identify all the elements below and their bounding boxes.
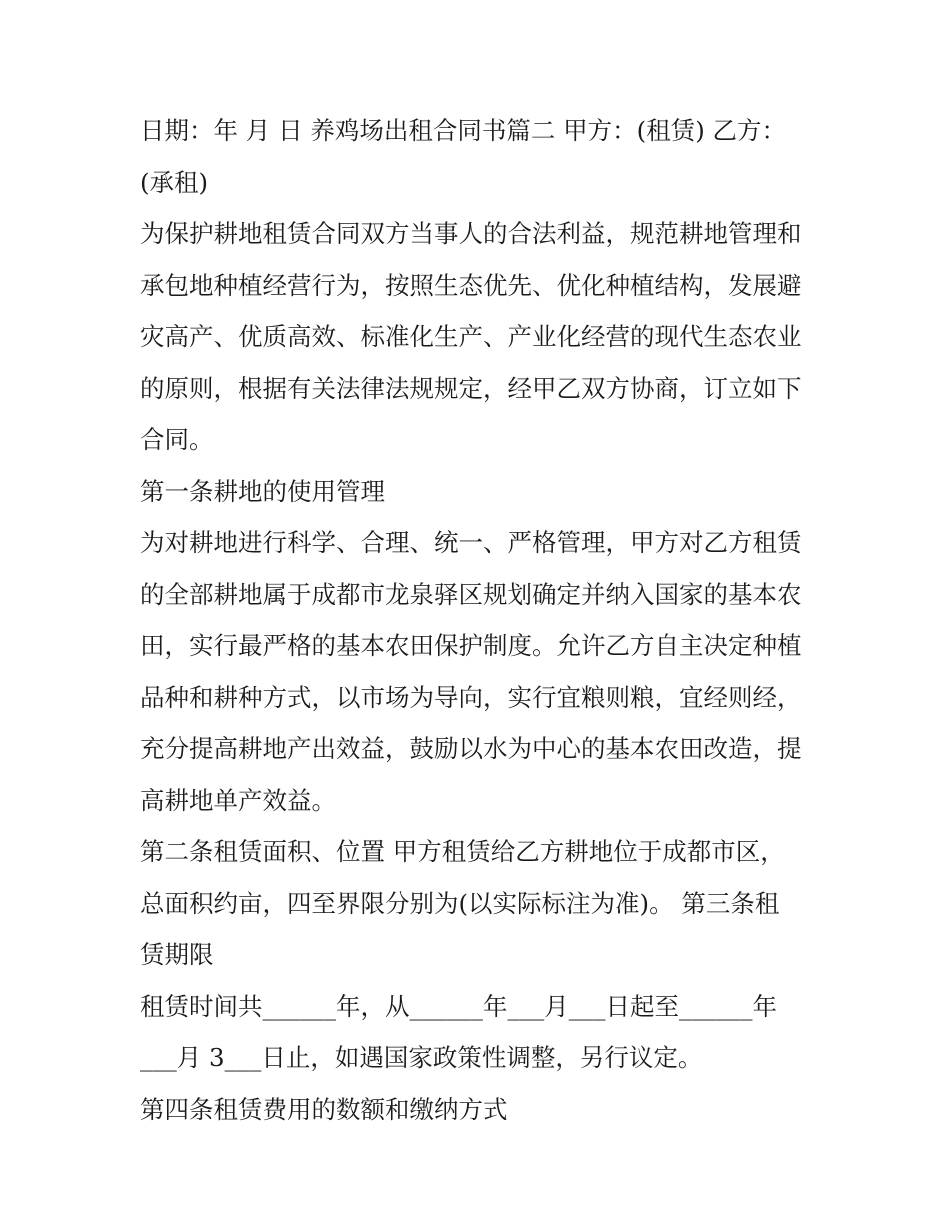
text-line: 的原则，根据有关法律法规规定，经甲乙双方协商，订立如下 [140,373,802,403]
text-line: (承租) [140,167,209,197]
text-line: 合同。 [140,425,214,454]
text-line: 田，实行最严格的基本农田保护制度。允许乙方自主决定种植 [140,631,802,660]
text-line: 的全部耕地属于成都市龙泉驿区规划确定并纳入国家的基本农 [140,579,802,609]
text-line: 灾高产、优质高效、标准化生产、产业化经营的现代生态农业 [140,322,802,351]
section-heading: 第二条租赁面积、位置 甲方租赁给乙方耕地位于成都市区， [140,837,785,866]
section-heading: 第四条租赁费用的数额和缴纳方式 [140,1094,508,1124]
text-line: 高耕地单产效益。 [140,785,336,815]
section-heading: 第一条耕地的使用管理 [140,476,385,506]
document-body [140,105,820,1135]
text-line: 充分提高耕地产出效益，鼓励以水为中心的基本农田改造，提 [140,734,802,763]
text-line: 总面积约亩，四至界限分别为(以实际标注为准)。 第三条租 [140,888,780,918]
text-line: ___月 3___日止，如遇国家政策性调整，另行议定。 [140,1043,703,1072]
text-line: 品种和耕种方式，以市场为导向，实行宜粮则粮，宜经则经， [140,682,802,712]
text-line: 日期：年 月 日 养鸡场出租合同书篇二 甲方：(租赁) 乙方： [140,116,787,145]
text-line: 承包地种植经营行为，按照生态优先、优化种植结构，发展避 [140,270,802,300]
text-line: 为对耕地进行科学、合理、统一、严格管理，甲方对乙方租赁 [140,528,802,557]
text-line: 为保护耕地租赁合同双方当事人的合法利益，规范耕地管理和 [140,219,802,248]
text-line: 租赁时间共______年，从______年___月___日起至______年 [140,991,777,1021]
text-line: 赁期限 [140,940,214,969]
